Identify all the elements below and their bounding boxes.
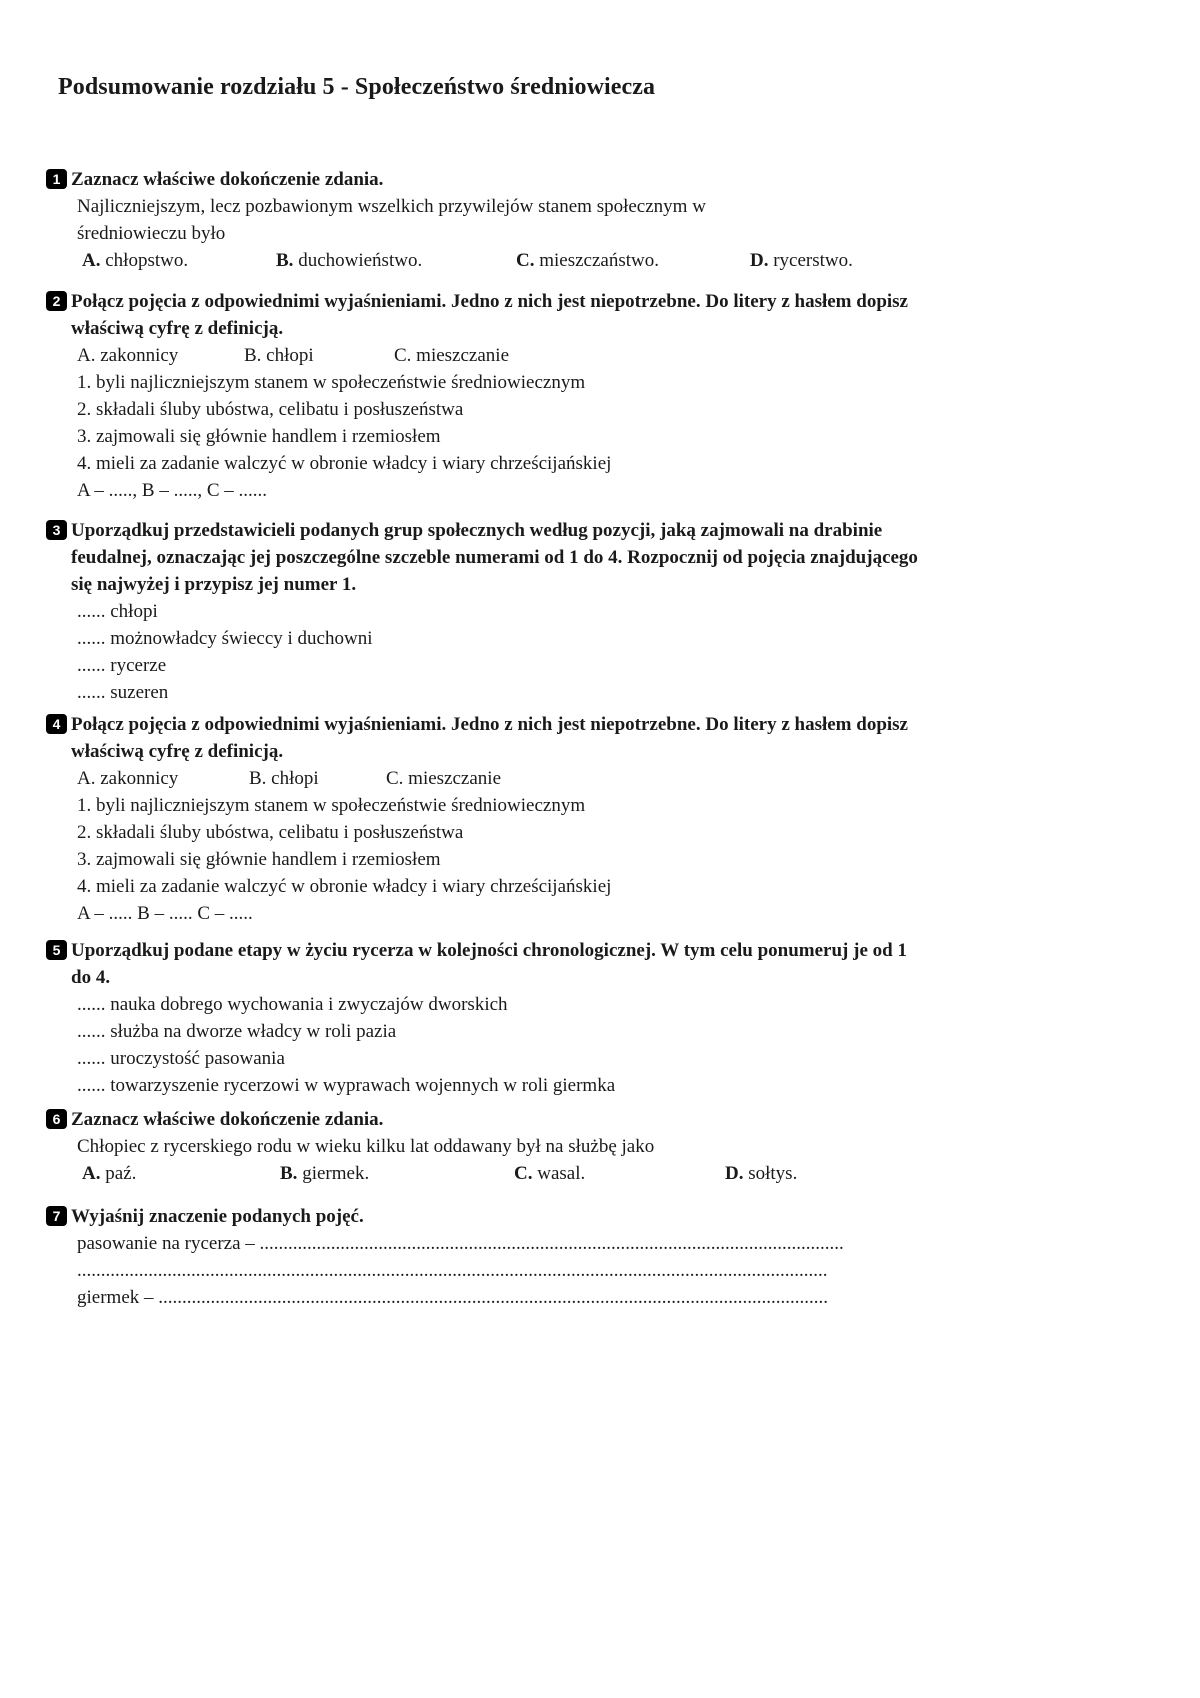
task-3-item[interactable]: ...... suzeren	[77, 682, 169, 703]
task-2-heading	[46, 288, 926, 342]
task-6-instruction: Zaznacz właściwe dokończenie zdania.	[71, 1109, 384, 1130]
task-4-line: 2. składali śluby ubóstwa, celibatu i posłuszeństwa	[77, 822, 464, 843]
label-b: B. chłopi	[249, 768, 319, 789]
task-2-line: 3. zajmowali się głównie handlem i rzemiosłem	[77, 426, 441, 447]
task-2-answer-line[interactable]: A – ....., B – ....., C – ......	[77, 480, 268, 501]
task-1-line: Najliczniejszym, lecz pozbawionym wszelkich przywilejów stanem społecznym w	[77, 196, 706, 217]
task-4-answer-line[interactable]: A – ..... B – ..... C – .....	[77, 903, 253, 924]
label-c: C. mieszczanie	[386, 768, 502, 789]
option-text: duchowieństwo.	[298, 250, 423, 271]
label-a: A. zakonnicy	[77, 768, 179, 789]
task-1-instruction: Zaznacz właściwe dokończenie zdania.	[71, 169, 384, 190]
option-letter: A.	[82, 1163, 101, 1184]
option-text: rycerstwo.	[773, 250, 853, 271]
task-4-line: 1. byli najliczniejszym stanem w społeczeństwie średniowiecznym	[77, 795, 586, 816]
task-7-heading	[46, 1203, 926, 1230]
answer-line-giermek[interactable]: giermek – .............................................................................................................................................	[77, 1287, 829, 1308]
task-5-item[interactable]: ...... towarzyszenie rycerzowi w wyprawach wojennych w roli giermka	[77, 1075, 616, 1096]
task-2-line: 4. mieli za zadanie walczyć w obronie władcy i wiary chrześcijańskiej	[77, 453, 612, 474]
task-4-labels	[46, 765, 926, 792]
task-6-options	[46, 1160, 926, 1187]
task-number-badge: 4	[46, 714, 67, 734]
task-2-instruction: Połącz pojęcia z odpowiednimi wyjaśnieniami. Jedno z nich jest niepotrzebne. Do litery z hasłem dopisz właściwą cyfrę z definicją.	[71, 291, 908, 339]
task-4-heading	[46, 711, 926, 765]
task-number-badge: 3	[46, 520, 67, 540]
option-text: sołtys.	[748, 1163, 798, 1184]
task-number-badge: 7	[46, 1206, 67, 1226]
option-text: chłopstwo.	[105, 250, 189, 271]
option-text: paź.	[105, 1163, 137, 1184]
task-5-heading	[46, 937, 926, 991]
option-letter: B.	[280, 1163, 298, 1184]
task-5-item[interactable]: ...... służba na dworze władcy w roli pazia	[77, 1021, 397, 1042]
task-2-labels	[46, 342, 926, 369]
task-3-heading	[46, 517, 926, 598]
task-4-line: 4. mieli za zadanie walczyć w obronie władcy i wiary chrześcijańskiej	[77, 876, 612, 897]
option-b[interactable]	[280, 1160, 514, 1187]
task-1-line: średniowieczu było	[77, 223, 226, 244]
option-b[interactable]	[276, 247, 516, 274]
task-6-heading	[46, 1106, 926, 1133]
task-3-item[interactable]: ...... chłopi	[77, 601, 158, 622]
task-5	[46, 937, 926, 1099]
task-2	[46, 288, 926, 504]
task-5-instruction: Uporządkuj podane etapy w życiu rycerza w kolejności chronologicznej. W tym celu ponumeruj je od 1 do 4.	[71, 940, 907, 988]
label-a: A. zakonnicy	[77, 345, 179, 366]
label-c: C. mieszczanie	[394, 345, 510, 366]
task-2-line: 2. składali śluby ubóstwa, celibatu i posłuszeństwa	[77, 399, 464, 420]
task-5-item[interactable]: ...... nauka dobrego wychowania i zwyczajów dworskich	[77, 994, 508, 1015]
option-a[interactable]	[82, 247, 276, 274]
task-3-item[interactable]: ...... możnowładcy świeccy i duchowni	[77, 628, 373, 649]
task-4-instruction: Połącz pojęcia z odpowiednimi wyjaśnieniami. Jedno z nich jest niepotrzebne. Do litery z hasłem dopisz właściwą cyfrę z definicją.	[71, 714, 908, 762]
option-d[interactable]	[725, 1160, 797, 1187]
option-letter: C.	[516, 250, 535, 271]
answer-line-pasowanie[interactable]: pasowanie na rycerza – ...........................................................................................................................	[77, 1233, 844, 1254]
option-letter: B.	[276, 250, 294, 271]
label-b: B. chłopi	[244, 345, 314, 366]
task-3-instruction: Uporządkuj przedstawicieli podanych grup społecznych według pozycji, jaką zajmowali na drabinie feudalnej, oznaczając jej poszczególne szczeble numerami od 1 do 4. Rozpocznij od pojęcia znajdującego się najwyżej i przypisz jej numer 1.	[71, 520, 918, 595]
task-1-options	[46, 247, 926, 274]
task-7-instruction: Wyjaśnij znaczenie podanych pojęć.	[71, 1206, 364, 1227]
task-4	[46, 711, 926, 927]
option-d[interactable]	[750, 247, 853, 274]
task-4-line: 3. zajmowali się głównie handlem i rzemiosłem	[77, 849, 441, 870]
task-number-badge: 1	[46, 169, 67, 189]
option-c[interactable]	[516, 247, 750, 274]
task-number-badge: 2	[46, 291, 67, 311]
task-6-line: Chłopiec z rycerskiego rodu w wieku kilku lat oddawany był na służbę jako	[77, 1136, 655, 1157]
option-c[interactable]	[514, 1160, 725, 1187]
task-3	[46, 517, 926, 706]
task-5-item[interactable]: ...... uroczystość pasowania	[77, 1048, 285, 1069]
option-letter: D.	[750, 250, 769, 271]
option-text: mieszczaństwo.	[539, 250, 659, 271]
answer-line-continuation[interactable]: ..............................................................................................................................................................	[77, 1260, 828, 1281]
option-letter: D.	[725, 1163, 744, 1184]
option-letter: C.	[514, 1163, 533, 1184]
task-6	[46, 1106, 926, 1187]
task-1	[46, 166, 926, 274]
option-letter: A.	[82, 250, 101, 271]
page-title: Podsumowanie rozdziału 5 - Społeczeństwo średniowiecza	[58, 74, 656, 100]
task-number-badge: 6	[46, 1109, 67, 1129]
option-text: wasal.	[537, 1163, 586, 1184]
task-3-item[interactable]: ...... rycerze	[77, 655, 167, 676]
option-text: giermek.	[302, 1163, 370, 1184]
task-7	[46, 1203, 926, 1311]
task-1-heading	[46, 166, 926, 193]
option-a[interactable]	[82, 1160, 280, 1187]
task-2-line: 1. byli najliczniejszym stanem w społeczeństwie średniowiecznym	[77, 372, 586, 393]
task-number-badge: 5	[46, 940, 67, 960]
